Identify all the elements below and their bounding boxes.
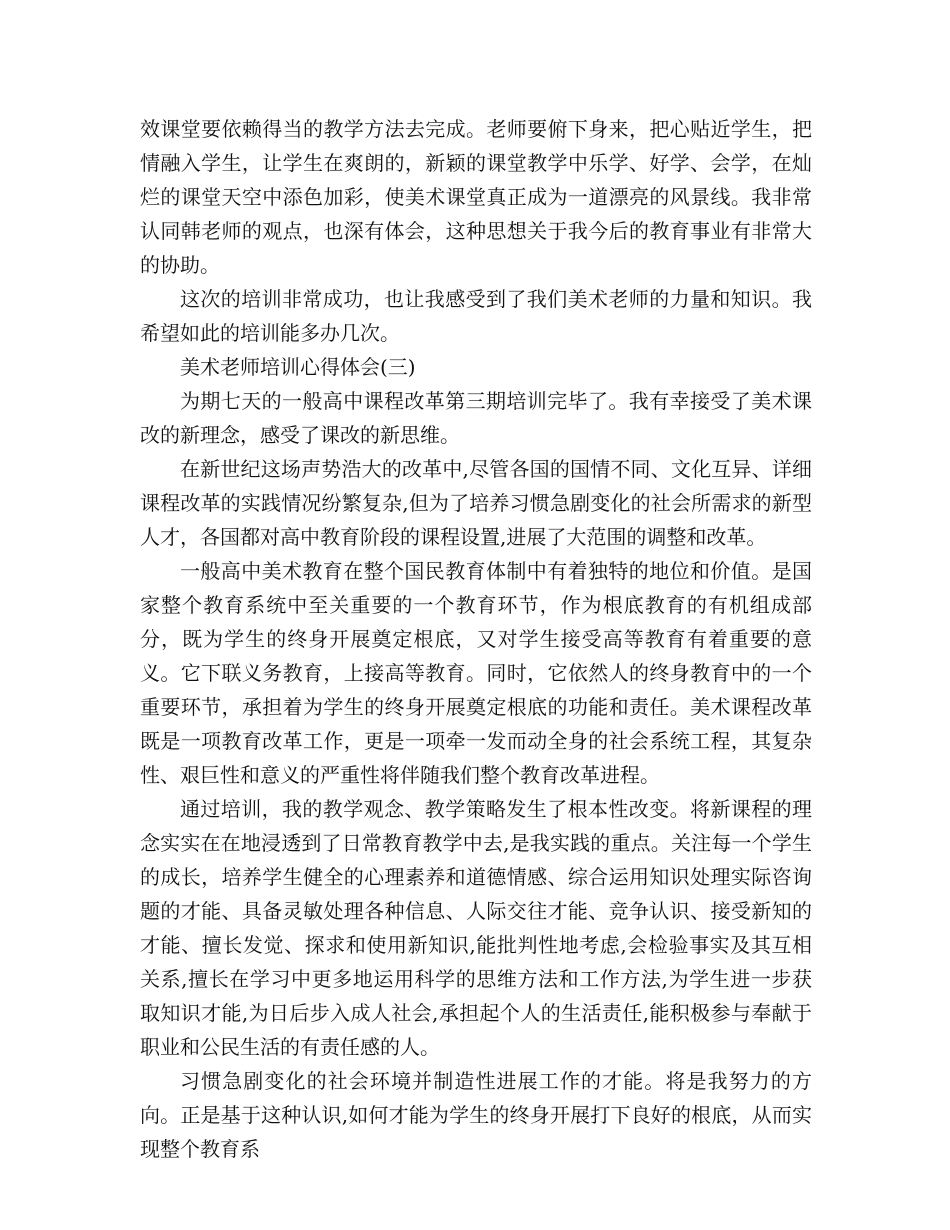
paragraph-art-education-value: 一般高中美术教育在整个国民教育体制中有着独特的地位和价值。是国家整个教育系统中至关重要的一个教育环节，作为根底教育的有机组成部分，既为学生的终身开展奠定根底，又对学生接受高等教育有着重要的意义。它下联义务教育，上接高等教育。同时，它依然人的终身教育中的一个重要环节，承担着为学生的终身开展奠定根底的功能和责任。美术课程改革既是一项教育改革工作，更是一项牵一发而动全身的社会系统工程，其复杂性、艰巨性和意义的严重性将伴随我们整个教育改革进程。 <box>140 559 812 787</box>
paragraph-continuation: 效课堂要依赖得当的教学方法去完成。老师要俯下身来，把心贴近学生，把情融入学生，让学生在爽朗的，新颖的课堂教学中乐学、好学、会学，在灿烂的课堂天空中添色加彩，使美术课堂真正成为一道漂亮的风景线。我非常认同韩老师的观点，也深有体会，这种思想关于我今后的教育事业有非常大的协助。 <box>140 117 812 277</box>
document-page <box>140 112 812 1166</box>
paragraph-seven-days: 为期七天的一般高中课程改革第三期培训完毕了。我有幸接受了美术课改的新理念，感受了课改的新思维。 <box>140 389 812 447</box>
paragraph-future-direction: 习惯急剧变化的社会环境并制造性进展工作的才能。将是我努力的方向。正是基于这种认识,如何才能为学生的终身开展打下良好的根底，从而实现整个教育系 <box>140 1069 812 1161</box>
paragraph-teaching-concept-change: 通过培训，我的教学观念、教学策略发生了根本性改变。将新课程的理念实实在在地浸透到了日常教育教学中去,是我实践的重点。关注每一个学生的成长，培养学生健全的心理素养和道德情感、综合运用知识处理实际咨询题的才能、具备灵敏处理各种信息、人际交往才能、竞争认识、接受新知的才能、擅长发觉、探求和使用新知识,能批判性地考虑,会检验事实及其互相关系,擅长在学习中更多地运用科学的思维方法和工作方法,为学生进一步获取知识才能,为日后步入成人社会,承担起个人的生活责任,能积极参与奉献于职业和公民生活的有责任感的人。 <box>140 797 812 1059</box>
paragraph-new-century-reform: 在新世纪这场声势浩大的改革中,尽管各国的国情不同、文化互异、详细课程改革的实践情况纷繁复杂,但为了培养习惯急剧变化的社会所需求的新型人才，各国都对高中教育阶段的课程设置,进展了大范围的调整和改革。 <box>140 457 812 549</box>
paragraph-training-success: 这次的培训非常成功，也让我感受到了我们美术老师的力量和知识。我希望如此的培训能多办几次。 <box>140 287 812 345</box>
section-heading: 美术老师培训心得体会(三) <box>180 355 416 379</box>
